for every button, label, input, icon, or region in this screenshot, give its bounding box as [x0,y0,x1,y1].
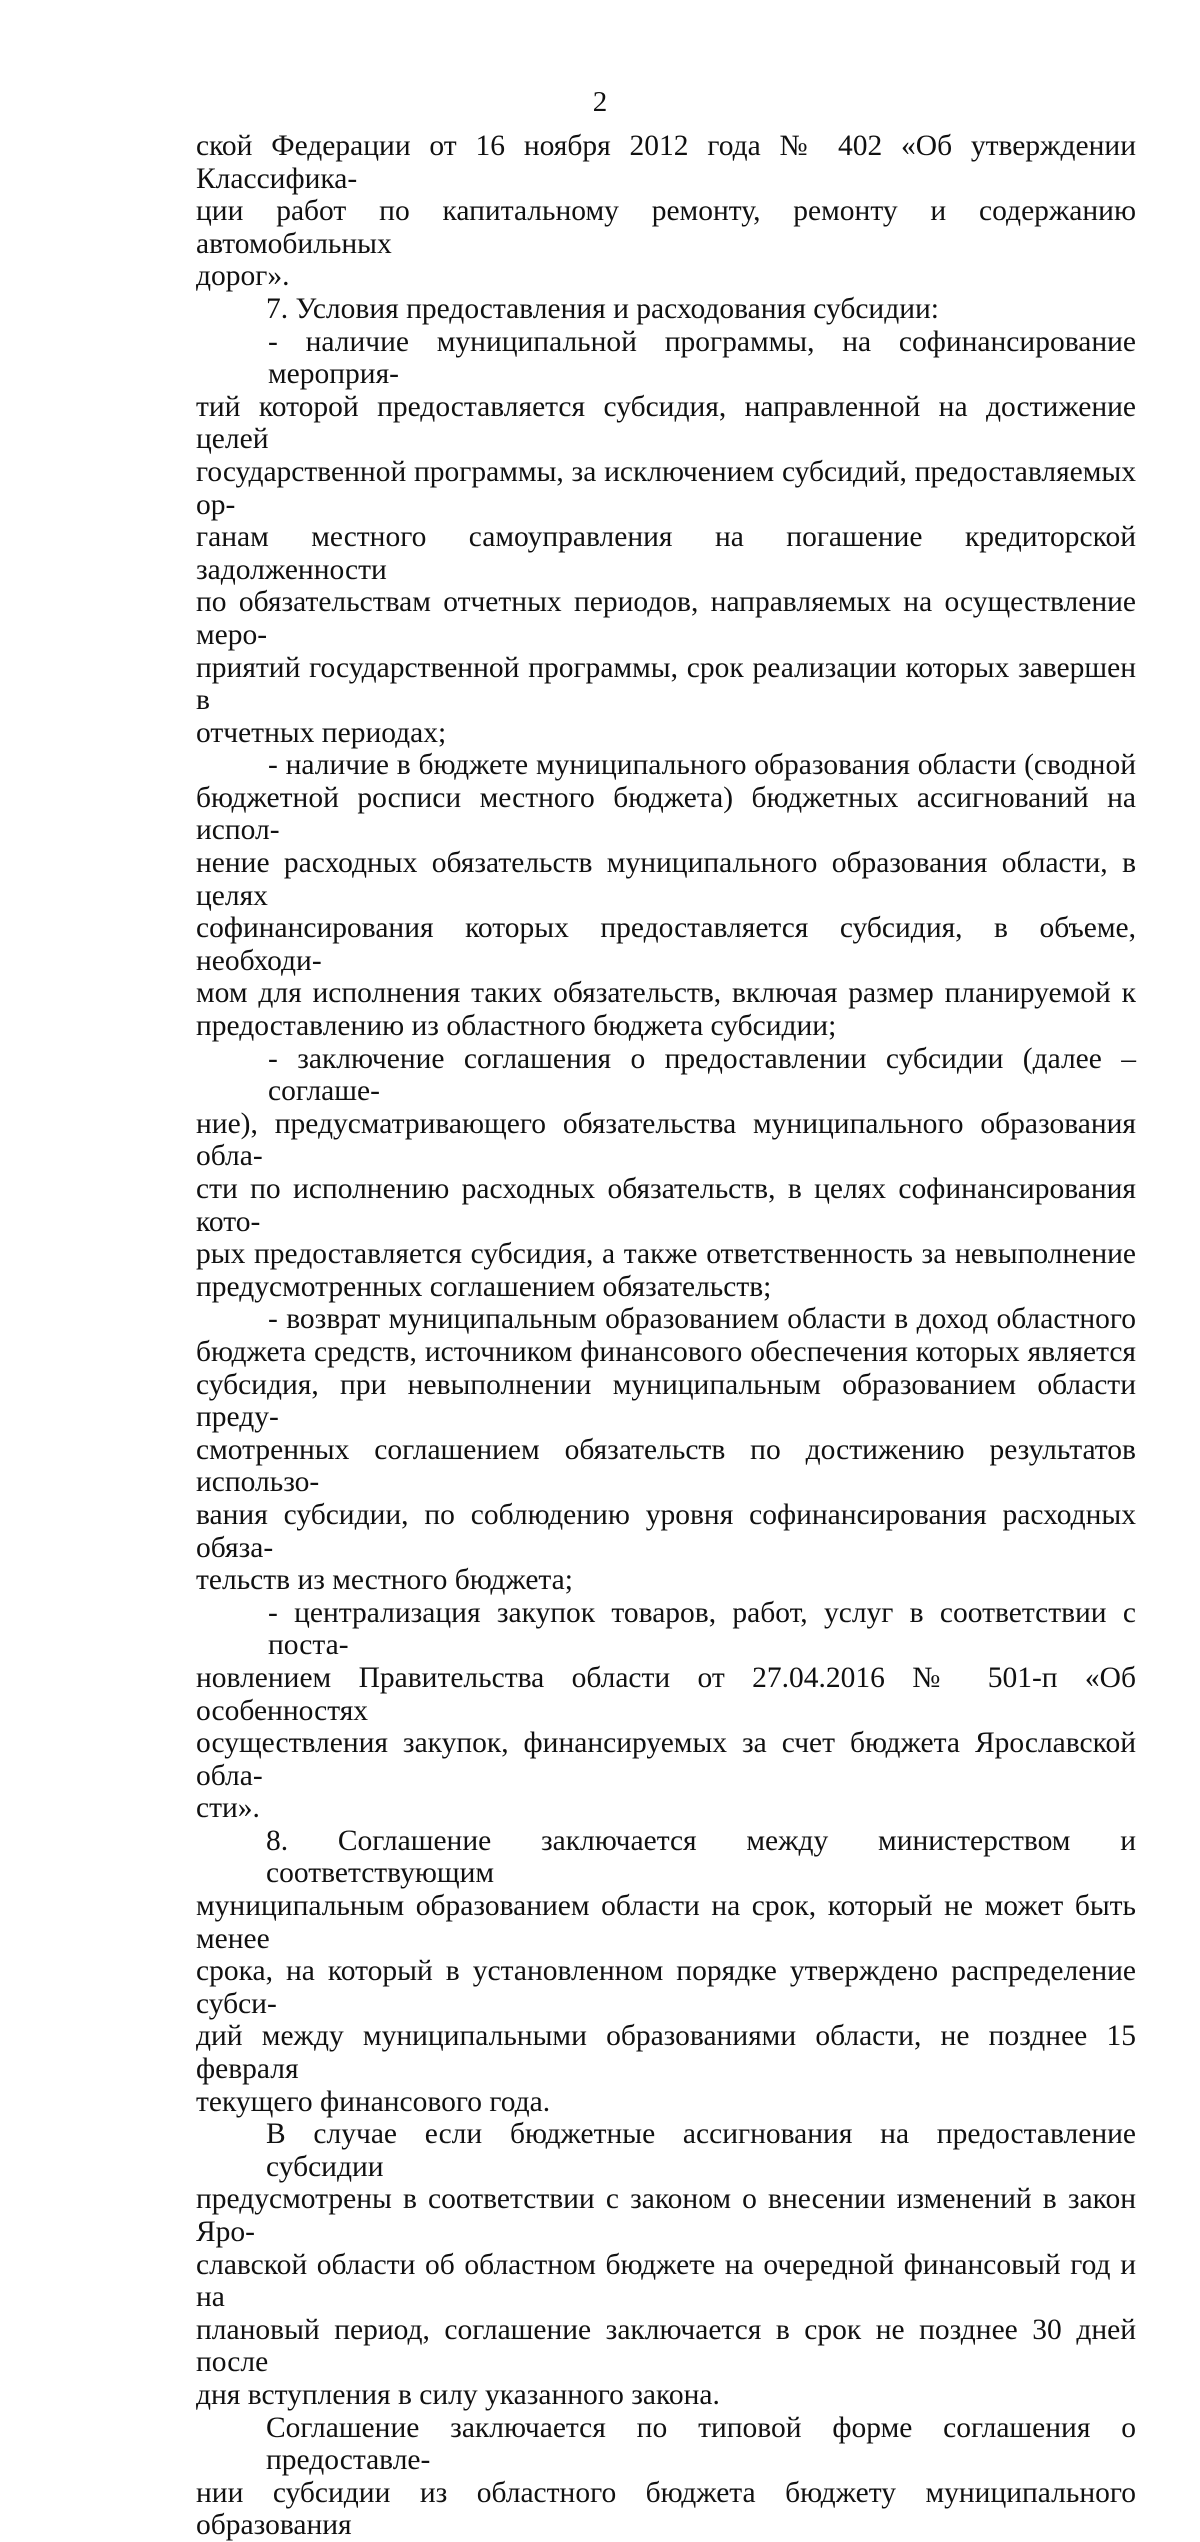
text-line: сти». [196,1792,260,1825]
text-line: В случае если бюджетные ассигнования на предоставление субсидии [266,2118,1136,2183]
text-line: дня вступления в силу указанного закона. [196,2378,720,2411]
text-line: субсидия, при невыполнении муниципальным образованием области преду- [196,1368,1136,1434]
text-line: бюджета средств, источником финансового обеспечения которых является [196,1335,1136,1368]
text-line: бюджетной росписи местного бюджета) бюджетных ассигнований на испол- [196,781,1136,847]
text-line: плановый период, соглашение заключается в срок не позднее 30 дней после [196,2313,1136,2379]
text-line: осуществления закупок, финансируемых за счет бюджета Ярославской обла- [196,1727,1136,1792]
text-line: ции работ по капитальному ремонту, ремонту и содержанию автомобильных [196,195,1136,260]
text-line: дорог». [196,260,290,293]
text-line: ганам местного самоуправления на погашение кредиторской задолженности [196,521,1136,586]
text-line: новлением Правительства области от 27.04.2016 № 501-п «Об особенностях [196,1661,1136,1727]
text-line: софинансирования которых предоставляется субсидия, в объеме, необходи- [196,912,1136,977]
text-line: приятий государственной программы, срок реализации которых завершен в [196,651,1136,717]
text-line: муниципальным образованием области на срок, который не может быть менее [196,1890,1136,1955]
text-line: ской Федерации от 16 ноября 2012 года № 402 «Об утверждении Классифика- [196,130,1136,195]
text-line: текущего финансового года. [196,2085,551,2118]
text-line: - централизация закупок товаров, работ, услуг в соответствии с поста- [268,1596,1136,1662]
text-line: славской области об областном бюджете на очередной финансовый год и на [196,2248,1136,2314]
text-line: сти по исполнению расходных обязательств, в целях софинансирования кото- [196,1173,1136,1238]
text-line: предоставлению из областного бюджета субсидии; [196,1010,837,1043]
text-line: нии субсидии из областного бюджета бюджету муниципального образования [196,2476,1136,2542]
text-line: ние), предусматривающего обязательства муниципального образования обла- [196,1107,1136,1173]
text-line: по обязательствам отчетных периодов, направляемых на осуществление меро- [196,586,1136,651]
page-number: 2 [592,86,608,118]
text-line: - заключение соглашения о предоставлении субсидии (далее – соглаше- [268,1042,1136,1108]
text-line: нение расходных обязательств муниципального образования области, в целях [196,847,1136,912]
text-line: Соглашение заключается по типовой форме соглашения о предоставле- [266,2411,1136,2477]
text-line: срока, на который в установленном порядке утверждено распределение субси- [196,1955,1136,2020]
document-body [196,130,1136,2542]
text-line: - наличие в бюджете муниципального образования области (сводной [268,749,1136,782]
text-line: государственной программы, за исключением субсидий, предоставляемых ор- [196,455,1136,521]
text-line: - наличие муниципальной программы, на софинансирование мероприя- [268,325,1136,391]
text-line: 7. Условия предоставления и расходования субсидии: [266,292,939,325]
text-line: тельств из местного бюджета; [196,1564,573,1597]
text-line: дий между муниципальными образованиями области, не позднее 15 февраля [196,2020,1136,2086]
text-line: вания субсидии, по соблюдению уровня софинансирования расходных обяза- [196,1498,1136,1564]
text-line: рых предоставляется субсидия, а также ответственность за невыполнение [196,1238,1136,1271]
text-line: мом для исполнения таких обязательств, включая размер планируемой к [196,977,1136,1010]
text-line: отчетных периодах; [196,716,447,749]
text-line: - возврат муниципальным образованием области в доход областного [268,1303,1136,1336]
text-line: 8. Соглашение заключается между министерством и соответствующим [266,1824,1136,1890]
text-line: предусмотренных соглашением обязательств; [196,1270,772,1303]
text-line: предусмотрены в соответствии с законом о внесении изменений в закон Яро- [196,2183,1136,2248]
text-line: смотренных соглашением обязательств по достижению результатов использо- [196,1433,1136,1499]
text-line: тий которой предоставляется субсидия, направленной на достижение целей [196,390,1136,456]
